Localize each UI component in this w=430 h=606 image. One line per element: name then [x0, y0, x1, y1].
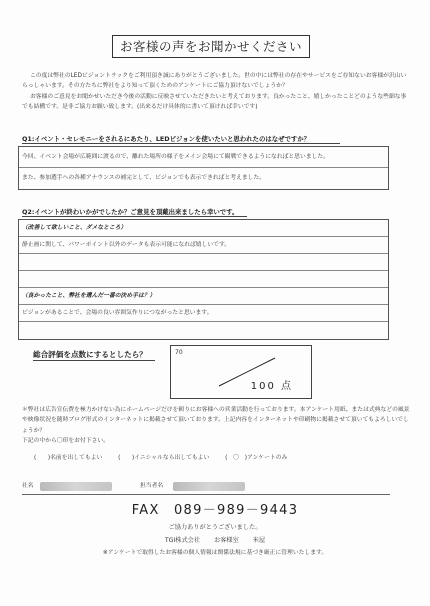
q1-title: Q1:イベント・セレモニーをされるにあたり、LEDビジョンを使いたいと思われたのはなぜですか？ — [22, 135, 311, 143]
choice-survey-only[interactable]: ( 〇 )アンケートのみ — [225, 455, 288, 461]
notice-paragraph: 下記の中から〇印をお付下さい。 — [22, 438, 109, 445]
score-box — [170, 345, 312, 399]
q2-blank-row — [19, 271, 388, 288]
company-label: 社名 — [22, 483, 34, 489]
company-name: TGI株式会社 — [164, 537, 201, 544]
q1-underline — [22, 143, 340, 144]
fax-number: FAX 089－989－9443 — [131, 503, 299, 518]
company-dept: お客様室 — [214, 537, 239, 544]
publication-notice — [22, 405, 414, 447]
representative-name-redacted — [173, 482, 245, 491]
company-person: 米屋 — [252, 537, 266, 544]
intro-paragraph: この度は弊社のLEDビジョントラックをご利用頂き誠にありがとうございました。世の中には弊社の存在やサービスをご存知ないお客様が沢山いらっしゃいます。その方たちに弊社をより知って頂くためのアンケートにご協力頂けないでしょうか？ — [22, 73, 407, 90]
consent-choices — [34, 452, 394, 461]
q2-improve-label: （改善して欲しいこと、ダメなところ） — [19, 220, 388, 237]
intro-paragraph: お客様のご意見をお聞かせいただき今後の活動に反映させていただきたいと考えております。良かったこと、嬉しかったことどのような些細な事でも結構です。是非ご協力お願い致します。(出来るだけ具体的に書いて頂ければ幸いです) — [22, 93, 407, 111]
q2-blank-row — [19, 322, 388, 339]
page-title: お客様の声をお聞かせください — [112, 35, 310, 58]
thanks-text: ご協力ありがとうございました。 — [168, 524, 262, 531]
notice-paragraph: ＊弊社は広告宣伝費を極力かけない為にホームページだけを頼りにお客様への営業活動を行っております。本アンケート用紙、または式典などの風景や映像状況を随時ブログ形式のインターネットに掲載させて頂いております。上記内容をインターネットや印刷物に掲載させて頂いてもよろしいでしょうか？ — [22, 407, 410, 434]
q2-answer-table — [18, 219, 389, 340]
q2-title: Q2:イベントが終わいかがでしたか？ご意見を頂戴出来ましたら幸いです。 — [22, 208, 239, 216]
choice-initial-ok[interactable]: ( )イニシャルなら出してもよい — [118, 455, 210, 461]
company-info — [0, 535, 430, 544]
q1-answer-row: 今回、イベント会場が広範囲に渡るので、離れた場所の様子をメイン会場にて観戦できるようになればと思いました。 — [19, 147, 388, 168]
q2-underline — [22, 216, 247, 217]
q1-answer-row: また、参加選手への各種アナウンスの補完として、ビジョンでも表示できればと考えました。 — [22, 175, 266, 181]
score-value-wrap — [251, 377, 293, 392]
choice-name-ok[interactable]: ( )名前を出してもよい — [34, 455, 103, 461]
q2-good-label: （良かったこと、弊社を選んだ一番の決め手は？） — [19, 288, 388, 305]
q2-blank-row — [19, 254, 388, 271]
representative-label: 担当者名 — [140, 483, 164, 489]
score-unit: 点 — [281, 381, 293, 392]
q2-improve-answer: 静止画に関して、パワーポイント以外のデータも表示可能になれば嬉しいです。 — [19, 237, 388, 254]
name-row — [22, 478, 390, 495]
q2-good-answer: ビジョンがあることで、会場の良い雰囲気作りにつながったと思います。 — [19, 305, 388, 322]
company-name-redacted — [40, 482, 112, 491]
evaluation-underline — [33, 360, 155, 361]
privacy-note: ※アンケートで取得したお客様の個人情報は関係法規に基づき厳正に管理いたします。 — [102, 550, 328, 556]
evaluation-label: 総合評価を点数にするとしたら？ — [33, 350, 147, 359]
intro-text — [22, 71, 410, 113]
score-value: 100 — [250, 381, 276, 392]
score-max-label: 70 — [175, 349, 183, 356]
q1-answer-table — [18, 146, 389, 190]
